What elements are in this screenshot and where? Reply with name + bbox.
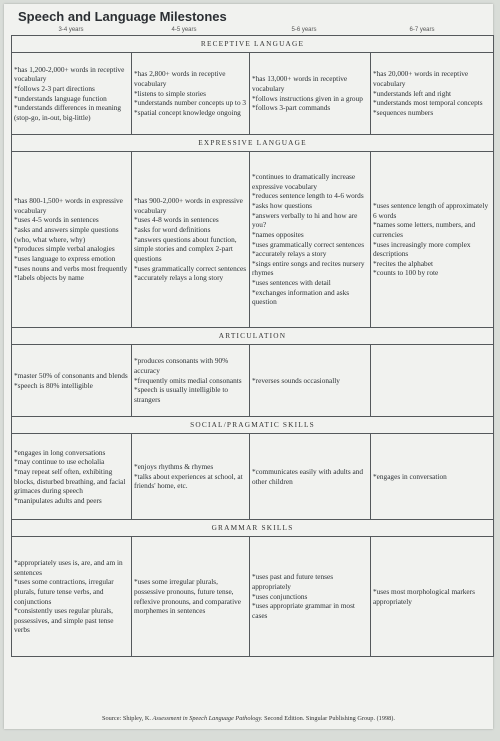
milestone-item: * uses some irregular plurals, possessive pronouns, future tense, reflexive pronouns, and comparative morphemes in sentences bbox=[134, 577, 247, 616]
source-title: Assessment in Speech Language Pathology. bbox=[152, 715, 263, 722]
source-citation bbox=[4, 715, 493, 722]
milestone-cell bbox=[12, 537, 132, 657]
milestone-cell bbox=[250, 434, 371, 520]
milestone-item: * produces consonants with 90% accuracy bbox=[134, 356, 247, 375]
section-heading: GRAMMAR SKILLS bbox=[12, 520, 494, 537]
milestone-cell bbox=[132, 537, 250, 657]
milestone-item: * has 800-1,500+ words in expressive vocabulary bbox=[14, 196, 129, 215]
milestone-item: * uses appropriate grammar in most cases bbox=[252, 601, 368, 620]
age-header: 6-7 years bbox=[409, 27, 435, 33]
milestone-cell bbox=[250, 537, 371, 657]
milestone-item: * talks about experiences at school, at friends' home, etc. bbox=[134, 472, 247, 491]
milestone-item: * speech is 80% intelligible bbox=[14, 381, 129, 391]
milestone-item: * uses grammatically correct sentences bbox=[134, 264, 247, 274]
milestones-sheet bbox=[4, 4, 493, 729]
milestone-cell bbox=[12, 152, 132, 328]
milestone-cell bbox=[250, 152, 371, 328]
milestone-item: * recites the alphabet bbox=[373, 259, 491, 269]
milestone-item: * has 20,000+ words in receptive vocabulary bbox=[373, 69, 491, 88]
milestone-cell bbox=[132, 345, 250, 417]
milestone-item: * uses conjunctions bbox=[252, 592, 368, 602]
milestone-item: * has 13,000+ words in receptive vocabulary bbox=[252, 74, 368, 93]
milestone-item: * master 50% of consonants and blends bbox=[14, 371, 129, 381]
milestone-item: * has 1,200-2,000+ words in receptive vocabulary bbox=[14, 65, 129, 84]
milestone-item: * exchanges information and asks question bbox=[252, 288, 368, 307]
milestone-item: * understands differences in meaning (stop-go, in-out, big-little) bbox=[14, 103, 129, 122]
milestone-item: * uses increasingly more complex descriptions bbox=[373, 240, 491, 259]
milestone-item: * uses language to express emotion bbox=[14, 254, 129, 264]
age-header: 4-5 years bbox=[171, 27, 197, 33]
milestone-item: * reverses sounds occasionally bbox=[252, 376, 368, 386]
milestone-item: * engages in conversation bbox=[373, 472, 491, 482]
milestone-item: * asks for word definitions bbox=[134, 225, 247, 235]
milestone-cell bbox=[250, 345, 371, 417]
milestone-item: * asks how questions bbox=[252, 201, 368, 211]
milestone-item: * sequences numbers bbox=[373, 108, 491, 118]
milestone-item: * uses 4-5 words in sentences bbox=[14, 215, 129, 225]
milestone-item: * accurately relays a story bbox=[252, 249, 368, 259]
milestone-cell bbox=[371, 537, 494, 657]
source-prefix: Source: Shipley, K. bbox=[102, 715, 153, 722]
milestone-item: * names opposites bbox=[252, 230, 368, 240]
milestone-item: * produces simple verbal analogies bbox=[14, 244, 129, 254]
milestone-item: * speech is usually intelligible to strangers bbox=[134, 385, 247, 404]
source-suffix: Second Edition. Singular Publishing Group. (1998). bbox=[262, 715, 395, 722]
milestone-item: * follows 2-3 part directions bbox=[14, 84, 129, 94]
milestones-table bbox=[11, 35, 494, 657]
milestone-item: * continues to dramatically increase expressive vocabulary bbox=[252, 172, 368, 191]
milestone-item: * frequently omits medial consonants bbox=[134, 376, 247, 386]
milestone-item: * accurately relays a long story bbox=[134, 273, 247, 283]
page-title: Speech and Language Milestones bbox=[18, 9, 227, 24]
milestone-item: * uses nouns and verbs most frequently bbox=[14, 264, 129, 274]
milestone-cell bbox=[371, 345, 494, 417]
milestone-item: * has 900-2,000+ words in expressive vocabulary bbox=[134, 196, 247, 215]
age-header: 5-6 years bbox=[291, 27, 317, 33]
milestone-item: * listens to simple stories bbox=[134, 89, 247, 99]
milestone-cell bbox=[132, 152, 250, 328]
milestone-cell bbox=[12, 345, 132, 417]
section-heading: ARTICULATION bbox=[12, 328, 494, 345]
milestone-item: * uses sentence length of approximately 6 words bbox=[373, 201, 491, 220]
milestone-cell bbox=[250, 53, 371, 135]
milestone-item: * uses 4-8 words in sentences bbox=[134, 215, 247, 225]
milestone-item: * understands number concepts up to 3 bbox=[134, 98, 247, 108]
milestone-item: * reduces sentence length to 4-6 words bbox=[252, 191, 368, 201]
milestone-item: * consistently uses regular plurals, possessives, and simple past tense verbs bbox=[14, 606, 129, 635]
milestone-item: * uses sentences with detail bbox=[252, 278, 368, 288]
milestone-item: * understands most temporal concepts bbox=[373, 98, 491, 108]
age-header: 3-4 years bbox=[58, 27, 84, 33]
milestone-item: * may continue to use echolalia bbox=[14, 457, 129, 467]
milestone-cell bbox=[132, 53, 250, 135]
section-heading: SOCIAL/PRAGMATIC SKILLS bbox=[12, 417, 494, 434]
milestone-item: * answers questions about function, simple stories and complex 2-part questions bbox=[134, 235, 247, 264]
milestone-item: * follows 3-part commands bbox=[252, 103, 368, 113]
milestone-item: * uses most morphological markers appropriately bbox=[373, 587, 491, 606]
milestone-cell bbox=[12, 53, 132, 135]
milestone-item: * manipulates adults and peers bbox=[14, 496, 129, 506]
milestone-item: * labels objects by name bbox=[14, 273, 129, 283]
milestone-cell bbox=[12, 434, 132, 520]
milestone-cell bbox=[371, 53, 494, 135]
milestone-item: * names some letters, numbers, and currencies bbox=[373, 220, 491, 239]
milestone-item: * uses grammatically correct sentences bbox=[252, 240, 368, 250]
milestone-cell bbox=[371, 434, 494, 520]
milestone-item: * answers verbally to hi and how are you? bbox=[252, 211, 368, 230]
milestone-item: * has 2,800+ words in receptive vocabulary bbox=[134, 69, 247, 88]
milestone-item: * counts to 100 by rote bbox=[373, 268, 491, 278]
milestone-item: * asks and answers simple questions (who, what where, why) bbox=[14, 225, 129, 244]
milestone-item: * may repeat self often, exhibiting blocks, disturbed breathing, and facial grimaces during speech bbox=[14, 467, 129, 496]
milestone-cell bbox=[132, 434, 250, 520]
milestone-item: * enjoys rhythms & rhymes bbox=[134, 462, 247, 472]
section-heading: EXPRESSIVE LANGUAGE bbox=[12, 135, 494, 152]
milestone-item: * follows instructions given in a group bbox=[252, 94, 368, 104]
section-heading: RECEPTIVE LANGUAGE bbox=[12, 36, 494, 53]
milestone-item: * understands left and right bbox=[373, 89, 491, 99]
milestone-item: * uses past and future tenses appropriately bbox=[252, 572, 368, 591]
milestone-item: * understands language function bbox=[14, 94, 129, 104]
milestone-item: * engages in long conversations bbox=[14, 448, 129, 458]
milestone-item: * uses some contractions, irregular plurals, future tense verbs, and conjunctions bbox=[14, 577, 129, 606]
milestone-cell bbox=[371, 152, 494, 328]
milestone-item: * appropriately uses is, are, and am in sentences bbox=[14, 558, 129, 577]
milestone-item: * spatial concept knowledge ongoing bbox=[134, 108, 247, 118]
milestone-item: * sings entire songs and recites nursery rhymes bbox=[252, 259, 368, 278]
milestone-item: * communicates easily with adults and other children bbox=[252, 467, 368, 486]
